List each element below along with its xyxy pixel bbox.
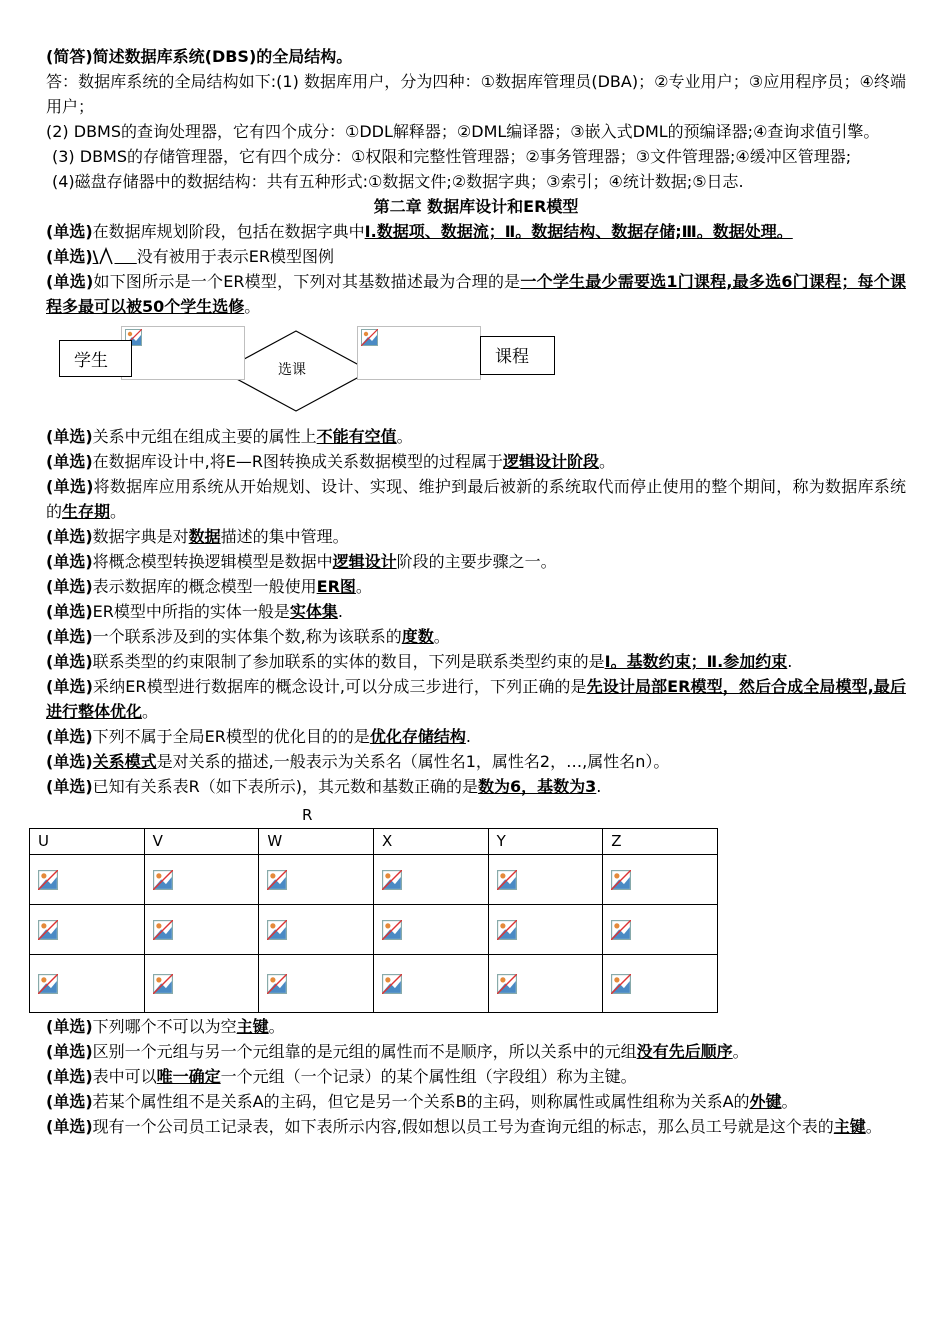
q1-answer-2: (2) DBMS的查询处理器，它有四个成分：①DDL解释器；②DML编译器；③嵌入式DML的预编译器;④查询求值引擎。 [46, 122, 880, 141]
answer-text: 主键 [833, 1117, 866, 1136]
table-row [30, 955, 718, 1013]
table-cell [144, 905, 259, 955]
column-header: V [144, 829, 259, 855]
table-cell [259, 905, 374, 955]
question-item: (单选)下列不属于全局ER模型的优化目的的是优化存储结构. [46, 727, 471, 746]
broken-image-icon [267, 870, 287, 890]
question-item: (单选)联系类型的约束限制了参加联系的实体的数目，下列是联系类型约束的是Ⅰ。基数约束；Ⅱ.参加约束. [46, 652, 793, 671]
broken-image-icon [153, 920, 173, 940]
question-item: (单选)若某个属性组不是关系A的主码，但它是另一个关系B的主码，则称属性或属性组称为关系A的外键。 [46, 1092, 798, 1111]
answer-text: 关系模式 [92, 752, 157, 771]
table-cell [30, 905, 145, 955]
answer-blank: \ ​ [92, 247, 137, 266]
answer-text: 生存期 [62, 502, 111, 521]
column-header: W [259, 829, 374, 855]
answer-text: 数为6，基数为3 [478, 777, 597, 796]
table-cell [30, 955, 145, 1013]
answer-text: 实体集 [289, 602, 338, 621]
question-tag: (单选) [46, 247, 93, 266]
broken-image-icon [382, 870, 402, 890]
question-item: (单选)ER模型中所指的实体一般是实体集. [46, 602, 343, 621]
table-cell [488, 855, 603, 905]
column-header: Y [488, 829, 603, 855]
answer-text: Ⅰ。基数约束；Ⅱ.参加约束 [604, 652, 788, 671]
table-caption: R [302, 806, 313, 824]
q1-answer-4: (4)磁盘存储器中的数据结构：共有五种形式:①数据文件;②数据字典；③索引；④统计数据;⑤日志. [52, 172, 744, 191]
relationship-label: 选课 [278, 362, 306, 378]
question-item: (单选)下列哪个不可以为空主键。 [46, 1017, 285, 1036]
answer-text: 逻辑设计 [332, 552, 397, 571]
answer-text: 先设计局部ER模型，然后合成全局模型,最后进行整体优化 [46, 677, 906, 721]
table-row [30, 905, 718, 955]
answer-text: 主键 [236, 1017, 269, 1036]
question-item: (单选)采纳ER模型进行数据库的概念设计,可以分成三步进行，下列正确的是先设计局部ER模型，然后合成全局模型,最后进行整体优化。 [46, 677, 906, 721]
answer-mark: \ [92, 247, 99, 266]
broken-image-icon [38, 974, 58, 994]
broken-image-icon [38, 920, 58, 940]
answer-text: 优化存储结构 [369, 727, 466, 746]
table-cell [603, 905, 718, 955]
table-cell [488, 905, 603, 955]
broken-image-icon [497, 920, 517, 940]
relation-r-table [29, 828, 718, 1013]
er-legend-symbol-icon [98, 247, 114, 265]
q1-answer-1: 答：数据库系统的全局结构如下:(1) 数据库用户，分为四种：①数据库管理员(DBA)；②专业用户；③应用程序员；④终端用户； [46, 72, 906, 116]
broken-image-icon [382, 974, 402, 994]
broken-image-icon [611, 870, 631, 890]
broken-image-icon [267, 974, 287, 994]
column-header: Z [603, 829, 718, 855]
entity-student: 学生 [59, 340, 132, 377]
entity-course: 课程 [480, 336, 555, 375]
table-header-row [30, 829, 718, 855]
q1-answer-3: (3) DBMS的存储管理器，它有四个成分：①权限和完整性管理器；②事务管理器；③文件管理器;④缓冲区管理器; [52, 147, 852, 166]
table-cell [488, 955, 603, 1013]
broken-image-icon [497, 870, 517, 890]
answer-text: 唯一确定 [156, 1067, 221, 1086]
table-cell [144, 855, 259, 905]
table-cell [30, 855, 145, 905]
answer-text: ER图 [316, 577, 356, 596]
table-cell [144, 955, 259, 1013]
broken-image-icon [497, 974, 517, 994]
question-s3: (单选)如下图所示是一个ER模型，下列对其基数描述最为合理的是一个学生最少需要选1门课程,最多选6门课程；每个课程多最可以被50个学生选修。 [46, 272, 906, 316]
question-list [46, 424, 906, 799]
q1-heading [46, 44, 906, 69]
question-item: (单选)现有一个公司员工记录表，如下表所示内容,假如想以员工号为查询元组的标志，那么员工号就是这个表的主键。 [46, 1117, 882, 1136]
table-cell [259, 855, 374, 905]
table-cell [603, 855, 718, 905]
question-item: (单选)区别一个元组与另一个元组靠的是元组的属性而不是顺序，所以关系中的元组没有先后顺序。 [46, 1042, 749, 1061]
question-item: (单选)已知有关系表R（如下表所示)，其元数和基数正确的是数为6，基数为3. [46, 777, 602, 796]
question-item: (单选)关系模式是对关系的描述,一般表示为关系名（属性名1，属性名2，…,属性名n）。 [46, 752, 670, 771]
question-list-2 [46, 1014, 906, 1139]
document-page [38, 44, 906, 1139]
broken-image-icon [611, 920, 631, 940]
answer-text: 不能有空值 [316, 427, 397, 446]
table-cell [259, 955, 374, 1013]
chapter-title: 第二章 数据库设计和ER模型 [373, 197, 579, 216]
broken-image-icon [153, 870, 173, 890]
broken-image-icon [611, 974, 631, 994]
question-s2 [46, 244, 906, 269]
question-text: 没有被用于表示ER模型图例 [136, 247, 334, 266]
answer-text: 没有先后顺序 [636, 1042, 733, 1061]
question-text: 如下图所示是一个ER模型，下列对其基数描述最为合理的是 [93, 272, 521, 291]
er-diagram [46, 324, 906, 424]
broken-image-icon [267, 920, 287, 940]
question-item: (单选)在数据库设计中,将E—R图转换成关系数据模型的过程属于逻辑设计阶段。 [46, 452, 615, 471]
question-title: 简述数据库系统(DBS)的全局结构。 [92, 47, 353, 66]
column-header: U [30, 829, 145, 855]
question-item: (单选)一个联系涉及到的实体集个数,称为该联系的度数。 [46, 627, 450, 646]
answer-text: 一个学生最少需要选1门课程,最多选6门课程；每个课程多最可以被50个学生选修 [46, 272, 906, 316]
answer-text: 数据 [188, 527, 221, 546]
table-cell [603, 955, 718, 1013]
broken-image-icon [153, 974, 173, 994]
answer-text: 逻辑设计阶段 [502, 452, 599, 471]
table-row [30, 855, 718, 905]
question-tag: (简答) [46, 47, 93, 66]
question-tag: (单选) [46, 222, 93, 241]
answer-text: 度数 [401, 627, 434, 646]
answer-text: Ⅰ.数据项、数据流；Ⅱ。数据结构、数据存储;Ⅲ。数据处理。 [364, 222, 793, 241]
question-item: (单选)关系中元组在组成主要的属性上不能有空值。 [46, 427, 413, 446]
broken-image-icon [361, 329, 378, 346]
question-item: (单选)表中可以唯一确定一个元组（一个记录）的某个属性组（字段组）称为主键。 [46, 1067, 637, 1086]
question-item: (单选)将数据库应用系统从开始规划、设计、实现、维护到最后被新的系统取代而停止使用的整个期间，称为数据库系统的生存期。 [46, 477, 906, 521]
broken-image-icon [382, 920, 402, 940]
question-item: (单选)将概念模型转换逻辑模型是数据中逻辑设计阶段的主要步骤之一。 [46, 552, 557, 571]
column-header: X [373, 829, 488, 855]
question-tag: (单选) [46, 272, 94, 291]
question-item: (单选)数据字典是对数据描述的集中管理。 [46, 527, 349, 546]
question-text: 在数据库规划阶段，包括在数据字典中 [92, 222, 365, 241]
question-item: (单选)表示数据库的概念模型一般使用ER图。 [46, 577, 372, 596]
table-cell [373, 855, 488, 905]
table-cell [373, 905, 488, 955]
broken-image-icon [38, 870, 58, 890]
table-cell [373, 955, 488, 1013]
question-s1 [46, 219, 906, 244]
answer-text: 外键 [749, 1092, 782, 1111]
